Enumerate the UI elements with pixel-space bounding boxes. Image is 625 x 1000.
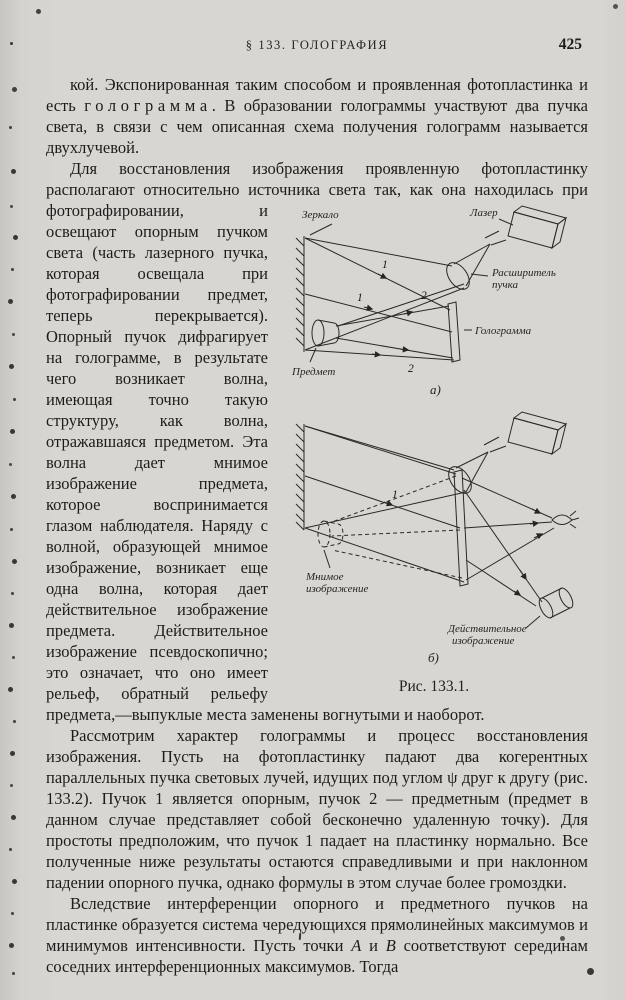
paragraph-2-text: Для восстановления изображения проявленную фотопластинку располагают относительно источника света так, как она находилась при фотографировании, и [46,159,588,220]
virtual-label-leader [324,550,330,568]
beam-rays [305,426,466,582]
mirror-label: Зеркало [302,209,339,221]
paragraph-2 [46,158,588,725]
paragraph-2-text-cont: освещают опорным пучком света (часть лазерного пучка, которая освещала при фотографировании предмет, теперь перекрывается). Опорный пучок дифрагирует на голограмме, в результате чего возникает волна, имеющая точно такую структуру, как волна, отражавшаяся предметом. Эта волна дает мнимое изображение предмета, которое воспринимается глазом наблюдателя. Наряду с волной, образующей мнимое изображение, возникает еще одна волна, которая дает действительное изображение предмета. Действительное изображение псевдоскопично; это означает, что оно имеет рельеф, обратный рельефу предмета,—выпуклые места заменены вогнутыми и наоборот. [46,222,485,724]
paragraph-4-text-end: соответствуют серединам соседних интерференционных максимумов. Тогда [46,936,588,976]
virtual-image-label-2: изображение [306,583,369,595]
paragraph-1-text: кой. Экспонированная таким способом и проявленная фотопластинка и есть [46,75,588,115]
subfigure-b-label: б) [428,650,439,665]
beam-rays [305,238,464,360]
real-image-label-2: изображение [452,635,515,647]
subfigure-a-label: а) [430,382,441,397]
paragraph-1-text-cont: . В образовании голограммы участвуют два пучка света, в связи с чем описанная схема получения голограмм называется двухлучевой. [46,96,588,157]
paragraph-1 [46,74,588,158]
paragraph-3-text: Рассмотрим характер голограммы и процесс восстановления изображения. Пусть на фотопластинку падают два когерентных параллельных пучка световых лучей, идущих под углом ψ друг к другу (рис. 133.2). Пучок 1 является опорным, пучок 2 — предметным (предмет в данном случае представляет собой бесконечно удаленную точку). Для простоты предположим, что пучок 1 падает на пластинку нормально. Все полученные ниже результаты остаются справедливыми и при наклонном падении опорного пучка, однако формулы в этом случае более громоздки. [46,726,588,892]
page-number: 425 [558,36,582,53]
laser-box [508,412,566,454]
ray1-label-a: 1 [382,259,388,271]
scan-speckles [0,0,3,3]
point-a-symbol: A [351,936,362,955]
real-image-cylinder [526,586,576,628]
ray2-label-b: 2 [408,363,414,375]
paragraph-4-text: Вследствие интерференции опорного и предметного пучков на пластинке образуется система чередующихся прямолинейных максимумов и минимумов интенсивности. Пусть точки [46,894,588,955]
virtual-image-label-1: Мнимое [306,571,344,583]
eye-icon [552,511,579,528]
real-image-rays [464,490,542,606]
rays-to-eye [462,478,554,580]
ray2-label-a: 2 [421,290,427,302]
expander-label-1: Расширитель [492,267,556,279]
real-image-label-1: Действительное [448,623,527,635]
mirror-hatched [296,424,304,530]
laser-label: Лазер [470,207,498,219]
diagram-b [280,410,588,668]
paragraph-4 [46,893,588,977]
ray1-label: 1 [392,489,398,501]
figure-gap [280,398,588,410]
section-title: § 133. ГОЛОГРАФИЯ [245,38,389,52]
page-body [46,74,588,977]
diagram-a [280,202,588,398]
laser-box [499,206,566,248]
paragraph-3 [46,725,588,893]
hologram-label: Голограмма [475,325,532,337]
expander-label-2: пучка [492,279,519,291]
emphasized-term-hologramma: голограмма [84,96,212,115]
page-header [46,38,588,58]
object-label: Предмет [292,366,336,378]
object-cylinder [310,320,339,362]
figure-caption: Рис. 133.1. [398,678,470,695]
beam-expander [444,437,506,497]
mirror-hatched [296,224,332,352]
point-b-symbol: B [385,936,396,955]
ray1-label-b: 1 [357,292,363,304]
paragraph-4-text-mid: и [361,936,386,955]
figure-133-1 [280,202,588,697]
